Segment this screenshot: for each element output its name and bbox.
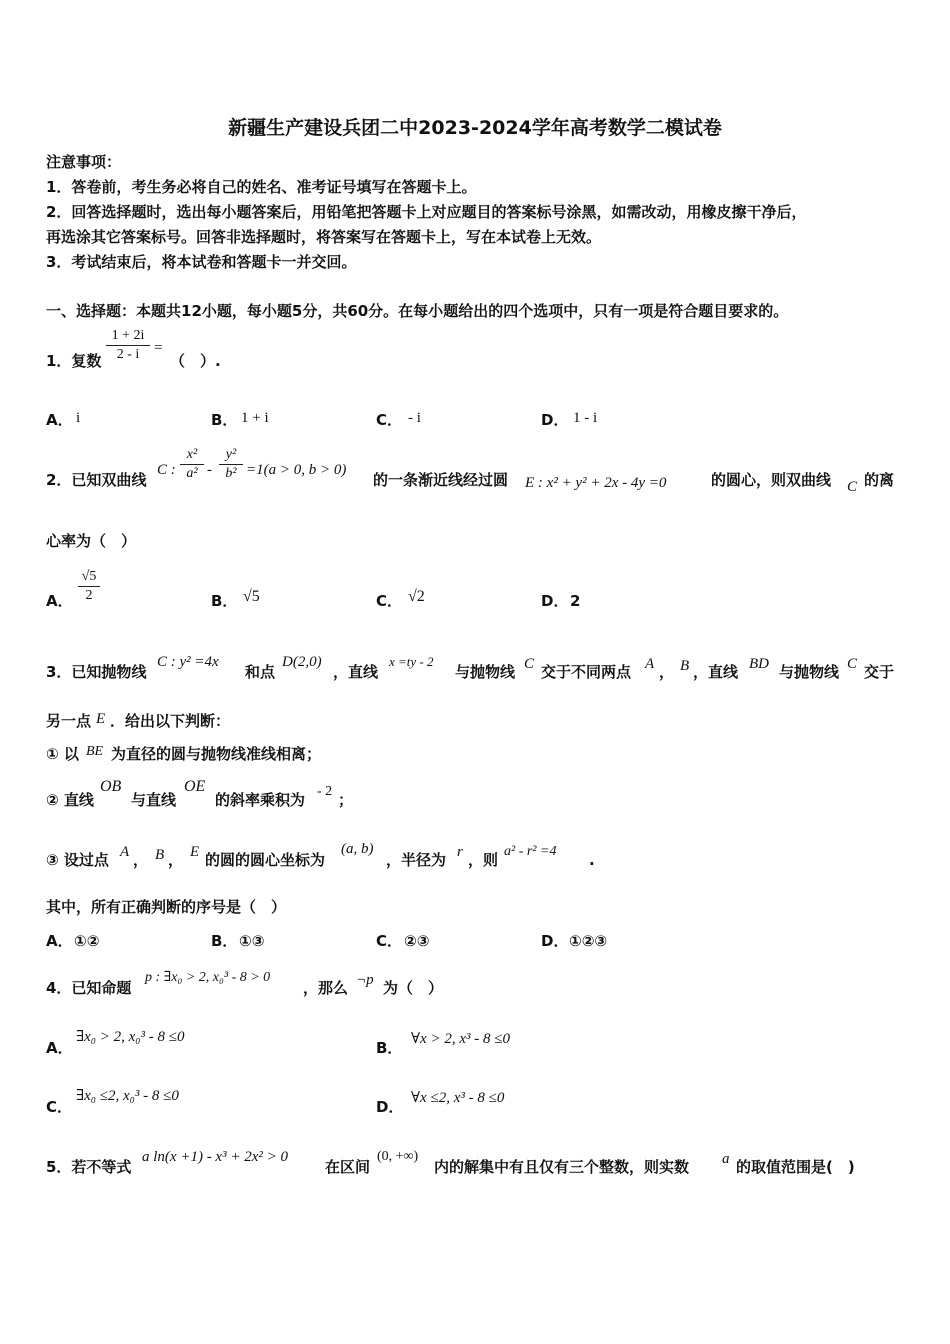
- q3-text: 与抛物线: [455, 663, 516, 681]
- q3-center: (a, b): [341, 841, 374, 857]
- q3-c: C: [524, 656, 535, 672]
- q4-negation: ¬p: [356, 972, 374, 988]
- q2-prefix: 2．已知双曲线: [46, 471, 147, 489]
- q3-text: 与直线: [131, 791, 177, 809]
- q3-text: ；: [338, 791, 354, 809]
- q3-slope-value: - 2: [317, 784, 333, 799]
- option-label: A．: [46, 411, 73, 429]
- q3-relation: a² - r² =4: [504, 844, 557, 859]
- option-label: C．: [376, 592, 403, 610]
- q2-b2: b²: [225, 466, 237, 481]
- option-label: D．: [541, 411, 569, 429]
- q3-judgement-1-text: 为直径的圆与抛物线准线相离；: [111, 745, 322, 763]
- option-label: A．: [46, 1039, 73, 1057]
- option-label: B．: [211, 932, 238, 950]
- q2-frac-x: [180, 446, 204, 483]
- q3-be: BE: [86, 744, 104, 759]
- notice-item: 1．答卷前，考生务必将自己的姓名、准考证号填写在答题卡上。: [46, 178, 477, 196]
- q2-minus: -: [207, 462, 212, 478]
- q3-text: ，: [659, 663, 675, 681]
- q3-oe: OE: [184, 778, 206, 795]
- option-value: - i: [408, 410, 421, 426]
- q1-numerator: 1 + 2i: [111, 328, 145, 343]
- q3-judgement-2: ② 直线: [46, 791, 94, 809]
- q3-text: 的斜率乘积为: [215, 791, 306, 809]
- option-value: 2: [570, 592, 581, 610]
- q3-line: x =ty - 2: [389, 654, 434, 669]
- q2-text: 的圆心，则双曲线: [711, 471, 832, 489]
- q2-a2: a²: [186, 466, 198, 481]
- option-value: ∀x > 2, x³ - 8 ≤0: [411, 1031, 510, 1047]
- option-value: ①②: [74, 932, 100, 950]
- q3-ob: OB: [100, 778, 122, 795]
- q3-judgement-3: ③ 设过点: [46, 851, 109, 869]
- q3-text: ．给出以下判断：: [110, 712, 231, 730]
- option-label: A．: [46, 592, 73, 610]
- page-title: 新疆生产建设兵团二中2023-2024学年高考数学二模试卷: [228, 117, 722, 139]
- notice-item: 2．回答选择题时，选出每小题答案后，用铅笔把答题卡上对应题目的答案标号涂黑，如需改动，用橡皮擦干净后，: [46, 203, 807, 221]
- q2-text: 的一条渐近线经过圆: [373, 471, 509, 489]
- section-heading: 一、选择题：本题共12小题，每小题5分，共60分。在每小题给出的四个选项中，只有一项是符合题目要求的。: [46, 302, 789, 320]
- option-value: 1 + i: [241, 410, 269, 426]
- option-value: ∃x₀ ≤2, x₀³ - 8 ≤0: [76, 1088, 179, 1104]
- q4-text: 4．已知命题: [46, 979, 132, 997]
- q2-c: C: [847, 479, 858, 495]
- option-value: ②③: [404, 932, 430, 950]
- notice-heading: 注意事项：: [46, 153, 122, 171]
- q5-interval: (0, +∞): [377, 1149, 419, 1164]
- option-value: 1 - i: [573, 410, 598, 426]
- q5-text: 的取值范围是( ): [736, 1158, 855, 1176]
- q2-line2: 心率为（ ）: [46, 532, 137, 550]
- q3-text: 的圆的圆心坐标为: [205, 851, 326, 869]
- q3-text: ，: [133, 851, 149, 869]
- q3-a: A: [645, 656, 655, 672]
- q3-e: E: [96, 711, 106, 727]
- q2-text: 的离: [864, 471, 895, 489]
- q3-b: B: [680, 658, 690, 674]
- q3-a: A: [120, 844, 130, 860]
- q2-circle: E : x² + y² + 2x - 4y =0: [525, 475, 667, 491]
- q3-text: ，: [168, 851, 184, 869]
- notice-item: 再选涂其它答案标号。回答非选择题时，将答案写在答题卡上，写在本试卷上无效。: [46, 228, 602, 246]
- q3-r: r: [457, 844, 463, 860]
- option-label: B．: [211, 411, 238, 429]
- option-value: ∃x₀ > 2, x₀³ - 8 ≤0: [76, 1029, 185, 1045]
- q2-optA-fraction: [78, 568, 100, 605]
- option-label: B．: [211, 592, 238, 610]
- q5-a: a: [722, 1151, 730, 1167]
- q2-optA-num: √5: [81, 569, 97, 584]
- q4-text: ，那么: [303, 979, 349, 997]
- option-value: √2: [408, 588, 425, 605]
- q3-text: 3．已知抛物线: [46, 663, 147, 681]
- q5-text: 内的解集中有且仅有三个整数，则实数: [434, 1158, 690, 1176]
- option-label: B．: [376, 1039, 403, 1057]
- option-label: D．: [541, 932, 569, 950]
- option-label: D．: [541, 592, 569, 610]
- q1-denominator: 2 - i: [116, 347, 140, 362]
- q3-text: .: [589, 851, 595, 869]
- q3-text: 和点: [245, 663, 276, 681]
- q4-proposition: p : ∃x₀ > 2, x₀³ - 8 > 0: [145, 970, 271, 985]
- option-value: ∀x ≤2, x³ - 8 ≤0: [411, 1090, 505, 1106]
- q3-b: B: [155, 847, 165, 863]
- q3-text: 与抛物线: [779, 663, 840, 681]
- q4-text: 为（ ）: [383, 979, 444, 997]
- q3-e: E: [190, 844, 200, 860]
- q2-condition: =1(a > 0, b > 0): [246, 462, 347, 478]
- q5-text: 5．若不等式: [46, 1158, 132, 1176]
- option-label: C．: [376, 932, 403, 950]
- q2-x2: x²: [186, 447, 198, 462]
- q3-text: 交于: [864, 663, 895, 681]
- q2-c-colon: C :: [157, 462, 176, 478]
- q3-parabola: C : y² =4x: [157, 654, 219, 670]
- q3-question: 其中，所有正确判断的序号是（ ）: [46, 898, 287, 916]
- q5-text: 在区间: [325, 1158, 371, 1176]
- q3-c: C: [847, 656, 858, 672]
- q5-inequality: a ln(x +1) - x³ + 2x² > 0: [142, 1149, 288, 1165]
- q1-prefix: 1．复数: [46, 352, 102, 370]
- notice-item: 3．考试结束后，将本试卷和答题卡一并交回。: [46, 253, 357, 271]
- option-value: ①③: [239, 932, 265, 950]
- q3-text: ，直线: [333, 663, 379, 681]
- q1-fraction: [106, 327, 150, 364]
- q3-text: 另一点: [46, 712, 92, 730]
- q1-equals: =: [154, 340, 163, 356]
- q3-text: ，半径为: [386, 851, 447, 869]
- q1-suffix: （ ）.: [170, 352, 221, 370]
- q3-bd: BD: [749, 656, 769, 672]
- q3-text: ，直线: [693, 663, 739, 681]
- q2-optA-den: 2: [85, 588, 93, 603]
- option-label: A．: [46, 932, 73, 950]
- option-value: i: [76, 410, 81, 426]
- q3-text: ，则: [468, 851, 499, 869]
- q2-frac-y: [219, 446, 243, 483]
- option-label: C．: [376, 411, 403, 429]
- option-label: C．: [46, 1098, 73, 1116]
- q3-point-d: D(2,0): [282, 654, 322, 670]
- q3-judgement-1: ① 以: [46, 745, 79, 763]
- option-label: D．: [376, 1098, 404, 1116]
- option-value: ①②③: [569, 932, 608, 950]
- q3-text: 交于不同两点: [541, 663, 632, 681]
- option-value: √5: [243, 588, 260, 605]
- q2-y2: y²: [225, 447, 237, 462]
